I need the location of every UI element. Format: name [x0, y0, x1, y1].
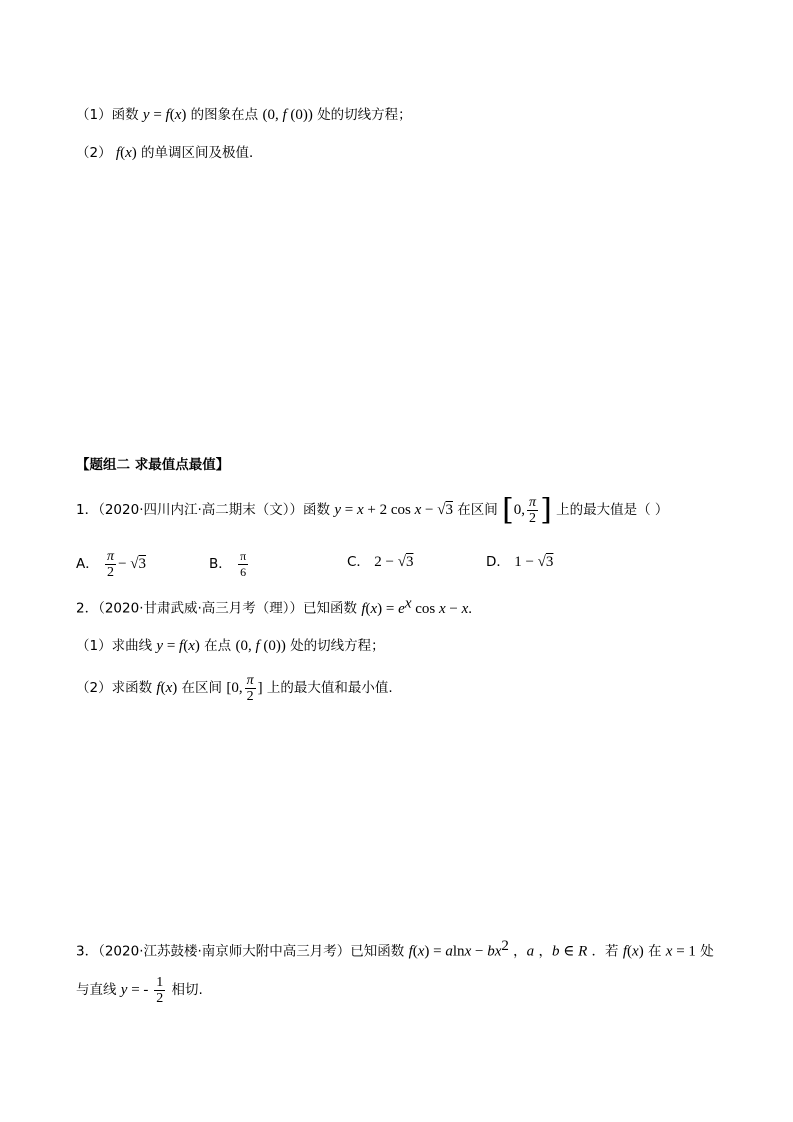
q0-part1: （1）函数 y = f(x) 的图象在点 (0, f (0)) 处的切线方程；	[76, 107, 412, 123]
q0-part1-mid: 的图象在点	[190, 107, 259, 123]
q2-part1-suffix: 处的切线方程；	[290, 638, 385, 654]
q0-part2: （2） f(x) 的单调区间及极值．	[76, 145, 263, 161]
math-expression: (0, f (0))	[262, 107, 313, 123]
q1-option-c[interactable]: C． 2 − √3	[347, 554, 414, 570]
q2-part1-mid: 在点	[204, 638, 232, 654]
q1-stem	[76, 492, 668, 528]
math-interval: [0, $\frac{\pi}{2}$ ]	[502, 492, 552, 528]
q0-part1-prefix: （1）函数	[76, 107, 139, 123]
q1-mid: 在区间	[457, 502, 498, 518]
option-label: D．	[486, 554, 510, 570]
q2-part1-prefix: （1）求曲线	[76, 638, 153, 654]
q1-lead: 1．（2020·四川内江·高二期末（文））函数	[76, 502, 331, 518]
q3-comma: ，	[538, 943, 552, 960]
q2-part2-prefix: （2）求函数	[76, 680, 153, 696]
q2-part1: （1）求曲线 y = f(x) 在点 (0, f (0)) 处的切线方程；	[76, 638, 385, 654]
q2-part2-suffix: 上的最大值和最小值.	[266, 680, 393, 696]
q3-at: 在	[647, 943, 662, 960]
q1-suffix: 上的最大值是（ ）	[556, 502, 669, 518]
q1-option-b[interactable]: B． $\frac{\pi}{6}$	[209, 549, 247, 579]
q3-line2-prefix: 与直线	[76, 982, 117, 998]
q0-part2-suffix: 的单调区间及极值．	[141, 145, 263, 161]
q1-option-d[interactable]: D． 1 − √3	[486, 554, 554, 570]
option-label: C．	[347, 554, 370, 570]
q2-part2-mid: 在区间	[181, 680, 223, 696]
option-label: B．	[209, 556, 232, 572]
math-expression: y	[142, 107, 150, 123]
q3-suffix: 处	[700, 943, 714, 960]
q0-part1-suffix: 处的切线方程；	[317, 107, 412, 123]
q3-line2: 与直线 y = - $\frac{1}{2}$ 相切.	[76, 975, 203, 1006]
math-expression: $f(x) = e^x$ cos x − x.	[361, 595, 473, 617]
math-expression: y = x + 2 cos x − √3	[334, 502, 453, 518]
q3-if: ．若	[591, 943, 619, 960]
q2-stem	[76, 593, 472, 619]
q2-lead: 2．（2020·甘肃武威·高三月考（理））已知函数	[76, 600, 358, 617]
q3-line2-suffix: 相切.	[171, 982, 203, 998]
q3-comma: ，	[513, 943, 527, 960]
section-title: 【题组二 求最值点最值】	[76, 457, 230, 473]
q1-option-a[interactable]: A． $\frac{\pi}{2}$ − √3	[76, 549, 147, 580]
option-label: A．	[76, 556, 99, 572]
q3-stem: 3．（2020·江苏鼓楼·南京师大附中高三月考）已知函数 $f(x) = alnx - bx^2$ ，a ，b ∈ R ．若 f(x) 在 x = 1 处	[76, 938, 714, 960]
q0-part2-prefix: （2）	[76, 145, 112, 161]
q2-part2: （2）求函数 f(x) 在区间 [0, $\frac{\pi}{2}$ ] 上的最大值和最小值.	[76, 673, 393, 704]
math-expression: f	[115, 145, 121, 161]
q3-lead: 3．（2020·江苏鼓楼·南京师大附中高三月考）已知函数	[76, 943, 405, 960]
